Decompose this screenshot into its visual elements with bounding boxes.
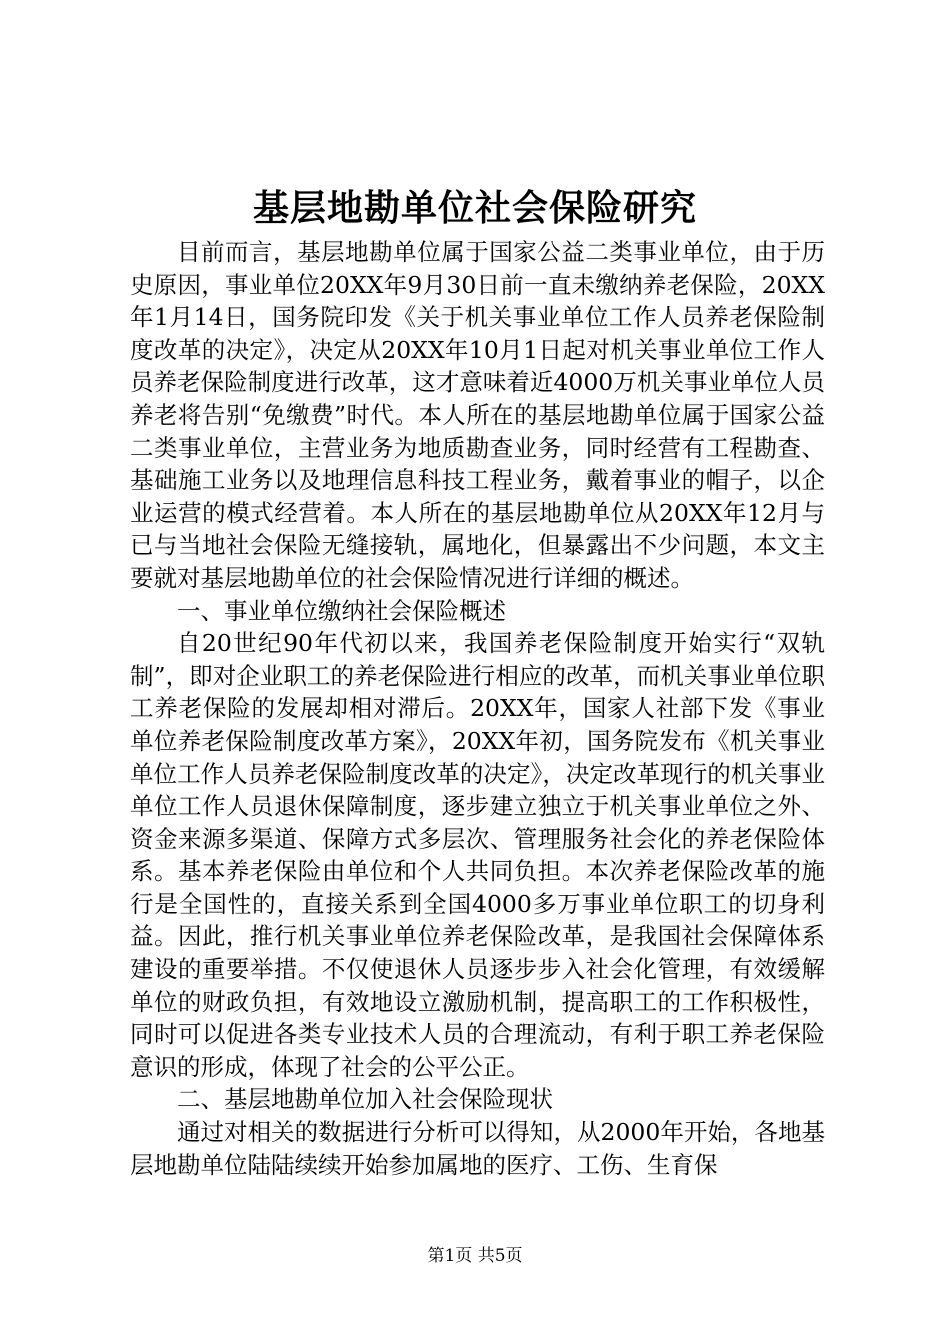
- section-heading-1: 一、事业单位缴纳社会保险概述: [177, 596, 506, 625]
- document-body: [130, 236, 825, 1181]
- page-number-footer: 第1页 共5页: [427, 1246, 523, 1266]
- section-1-paragraph: 自20世纪90年代初以来，我国养老保险制度开始实行“双轨制”，即对企业职工的养老保险进行相应的改革，而机关事业单位职工养老保险的发展却相对滞后。20XX年，国家人社部下发《事业单位养老保险制度改革方案》，20XX年初，国务院发布《机关事业单位工作人员养老保险制度改革的决定》，决定改革现行的机关事业单位工作人员退休保障制度，逐步建立独立于机关事业单位之外、资金来源多渠道、保障方式多层次、管理服务社会化的养老保险体系。基本养老保险由单位和个人共同负担。本次养老保险改革的施行是全国性的，直接关系到全国4000多万事业单位职工的切身利益。因此，推行机关事业单位养老保险改革，是我国社会保障体系建设的重要举措。不仅使退休人员逐步步入社会化管理，有效缓解单位的财政负担，有效地设立激励机制，提高职工的工作积极性，同时可以促进各类专业技术人员的合理流动，有利于职工养老保险意识的形成，体现了社会的公平公正。: [130, 629, 825, 1081]
- document-title: 基层地勘单位社会保险研究: [252, 187, 697, 229]
- section-heading-2: 二、基层地勘单位加入社会保险现状: [177, 1085, 553, 1114]
- section-2-paragraph: 通过对相关的数据进行分析可以得知，从2000年开始，各地基层地勘单位陆陆续续开始参加属地的医疗、工伤、生育保: [130, 1118, 825, 1179]
- intro-paragraph: 目前而言，基层地勘单位属于国家公益二类事业单位，由于历史原因，事业单位20XX年9月30日前一直未缴纳养老保险，20XX年1月14日，国务院印发《关于机关事业单位工作人员养老保险制度改革的决定》，决定从20XX年10月1日起对机关事业单位工作人员养老保险制度进行改革，这才意味着近4000万机关事业单位人员养老将告别“免缴费”时代。本人所在的基层地勘单位属于国家公益二类事业单位，主营业务为地质勘查业务，同时经营有工程勘查、基础施工业务以及地理信息科技工程业务，戴着事业的帽子，以企业运营的模式经营着。本人所在的基层地勘单位从20XX年12月与已与当地社会保险无缝接轨，属地化，但暴露出不少问题，本文主要就对基层地勘单位的社会保险情况进行详细的概述。: [130, 238, 825, 592]
